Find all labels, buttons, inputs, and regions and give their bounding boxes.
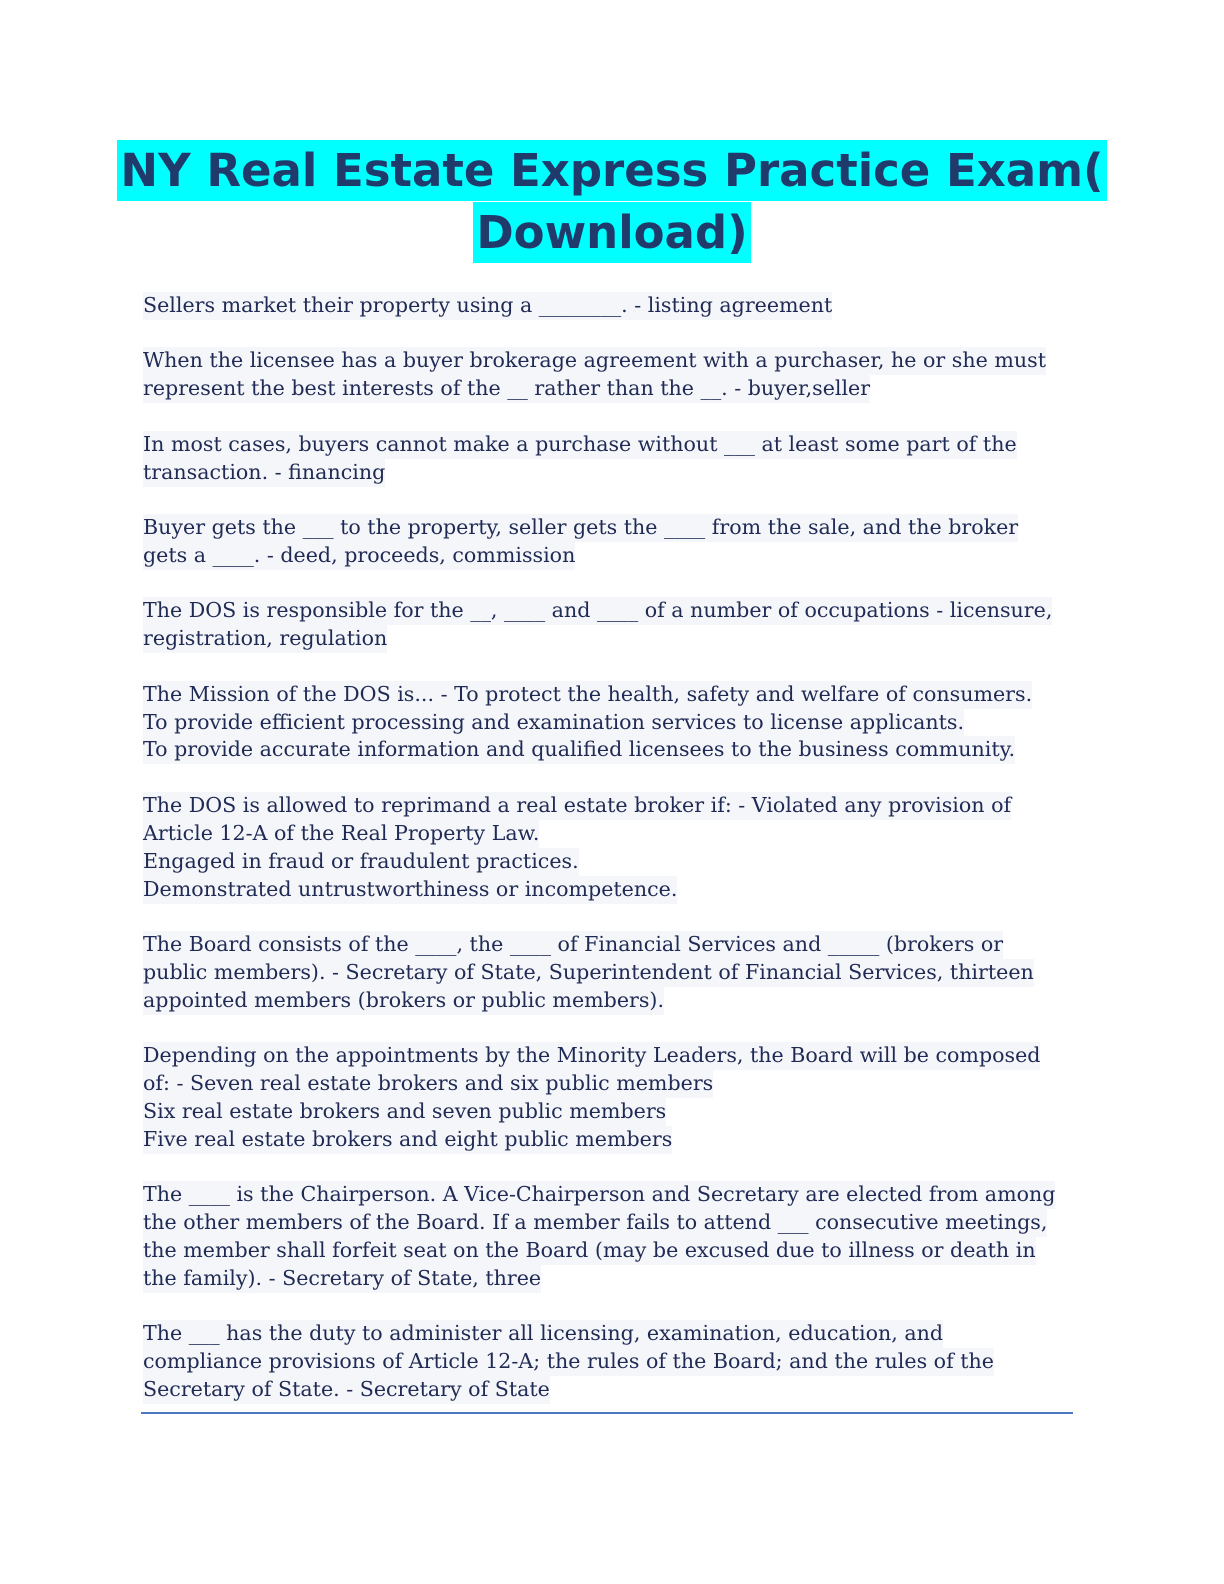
- qa-item: [143, 1181, 1083, 1293]
- qa-item: [143, 1042, 1083, 1154]
- qa-line: the family). - Secretary of State, three: [143, 1265, 541, 1293]
- qa-item: [143, 431, 1083, 487]
- qa-line: transaction. - financing: [143, 459, 385, 487]
- qa-line: Secretary of State. - Secretary of State: [143, 1376, 550, 1404]
- qa-line: compliance provisions of Article 12-A; the rules of the Board; and the rules of the: [143, 1348, 994, 1376]
- qa-item: [143, 681, 1083, 765]
- qa-line: Five real estate brokers and eight public members: [143, 1126, 672, 1154]
- title-line-1: NY Real Estate Express Practice Exam(: [117, 140, 1106, 201]
- qa-line: The Mission of the DOS is... - To protect the health, safety and welfare of consumers.: [143, 681, 1032, 709]
- qa-line: Six real estate brokers and seven public members: [143, 1098, 666, 1126]
- qa-line: The DOS is allowed to reprimand a real estate broker if: - Violated any provision of: [143, 792, 1011, 820]
- title-line-2: Download): [473, 202, 750, 263]
- qa-item: [143, 347, 1083, 403]
- qa-list: [143, 292, 1083, 1432]
- qa-line: The ___ has the duty to administer all licensing, examination, education, and: [143, 1320, 943, 1348]
- qa-line: The DOS is responsible for the __, ____ and ____ of a number of occupations - licensure,: [143, 597, 1052, 625]
- qa-line: Engaged in fraud or fraudulent practices.: [143, 848, 579, 876]
- qa-line: gets a ____. - deed, proceeds, commission: [143, 542, 575, 570]
- qa-line: of: - Seven real estate brokers and six public members: [143, 1070, 713, 1098]
- qa-line: Article 12-A of the Real Property Law.: [143, 820, 539, 848]
- qa-item: [143, 931, 1083, 1015]
- qa-item: [143, 514, 1083, 570]
- qa-item: [143, 292, 1083, 320]
- document-title: [0, 140, 1224, 263]
- qa-line: Demonstrated untrustworthiness or incompetence.: [143, 876, 677, 904]
- qa-item: [143, 1320, 1083, 1404]
- qa-line: registration, regulation: [143, 625, 387, 653]
- qa-line: In most cases, buyers cannot make a purchase without ___ at least some part of the: [143, 431, 1017, 459]
- qa-line: Depending on the appointments by the Minority Leaders, the Board will be composed: [143, 1042, 1040, 1070]
- qa-line: Buyer gets the ___ to the property, seller gets the ____ from the sale, and the broker: [143, 514, 1018, 542]
- qa-line: the member shall forfeit seat on the Board (may be excused due to illness or death in: [143, 1237, 1036, 1265]
- qa-line: public members). - Secretary of State, Superintendent of Financial Services, thirteen: [143, 959, 1034, 987]
- qa-item: [143, 792, 1083, 904]
- qa-line: the other members of the Board. If a member fails to attend ___ consecutive meetings,: [143, 1209, 1047, 1237]
- qa-line: appointed members (brokers or public members).: [143, 987, 664, 1015]
- qa-item: [143, 597, 1083, 653]
- qa-line: represent the best interests of the __ rather than the __. - buyer,seller: [143, 375, 870, 403]
- qa-line: To provide accurate information and qualified licensees to the business community.: [143, 736, 1015, 764]
- qa-line: Sellers market their property using a ________. - listing agreement: [143, 292, 832, 320]
- footer-divider: [141, 1412, 1073, 1414]
- qa-line: To provide efficient processing and examination services to license applicants.: [143, 709, 964, 737]
- qa-line: The Board consists of the ____, the ____ of Financial Services and _____ (brokers or: [143, 931, 1003, 959]
- qa-line: When the licensee has a buyer brokerage agreement with a purchaser, he or she must: [143, 347, 1046, 375]
- qa-line: The ____ is the Chairperson. A Vice-Chairperson and Secretary are elected from among: [143, 1181, 1055, 1209]
